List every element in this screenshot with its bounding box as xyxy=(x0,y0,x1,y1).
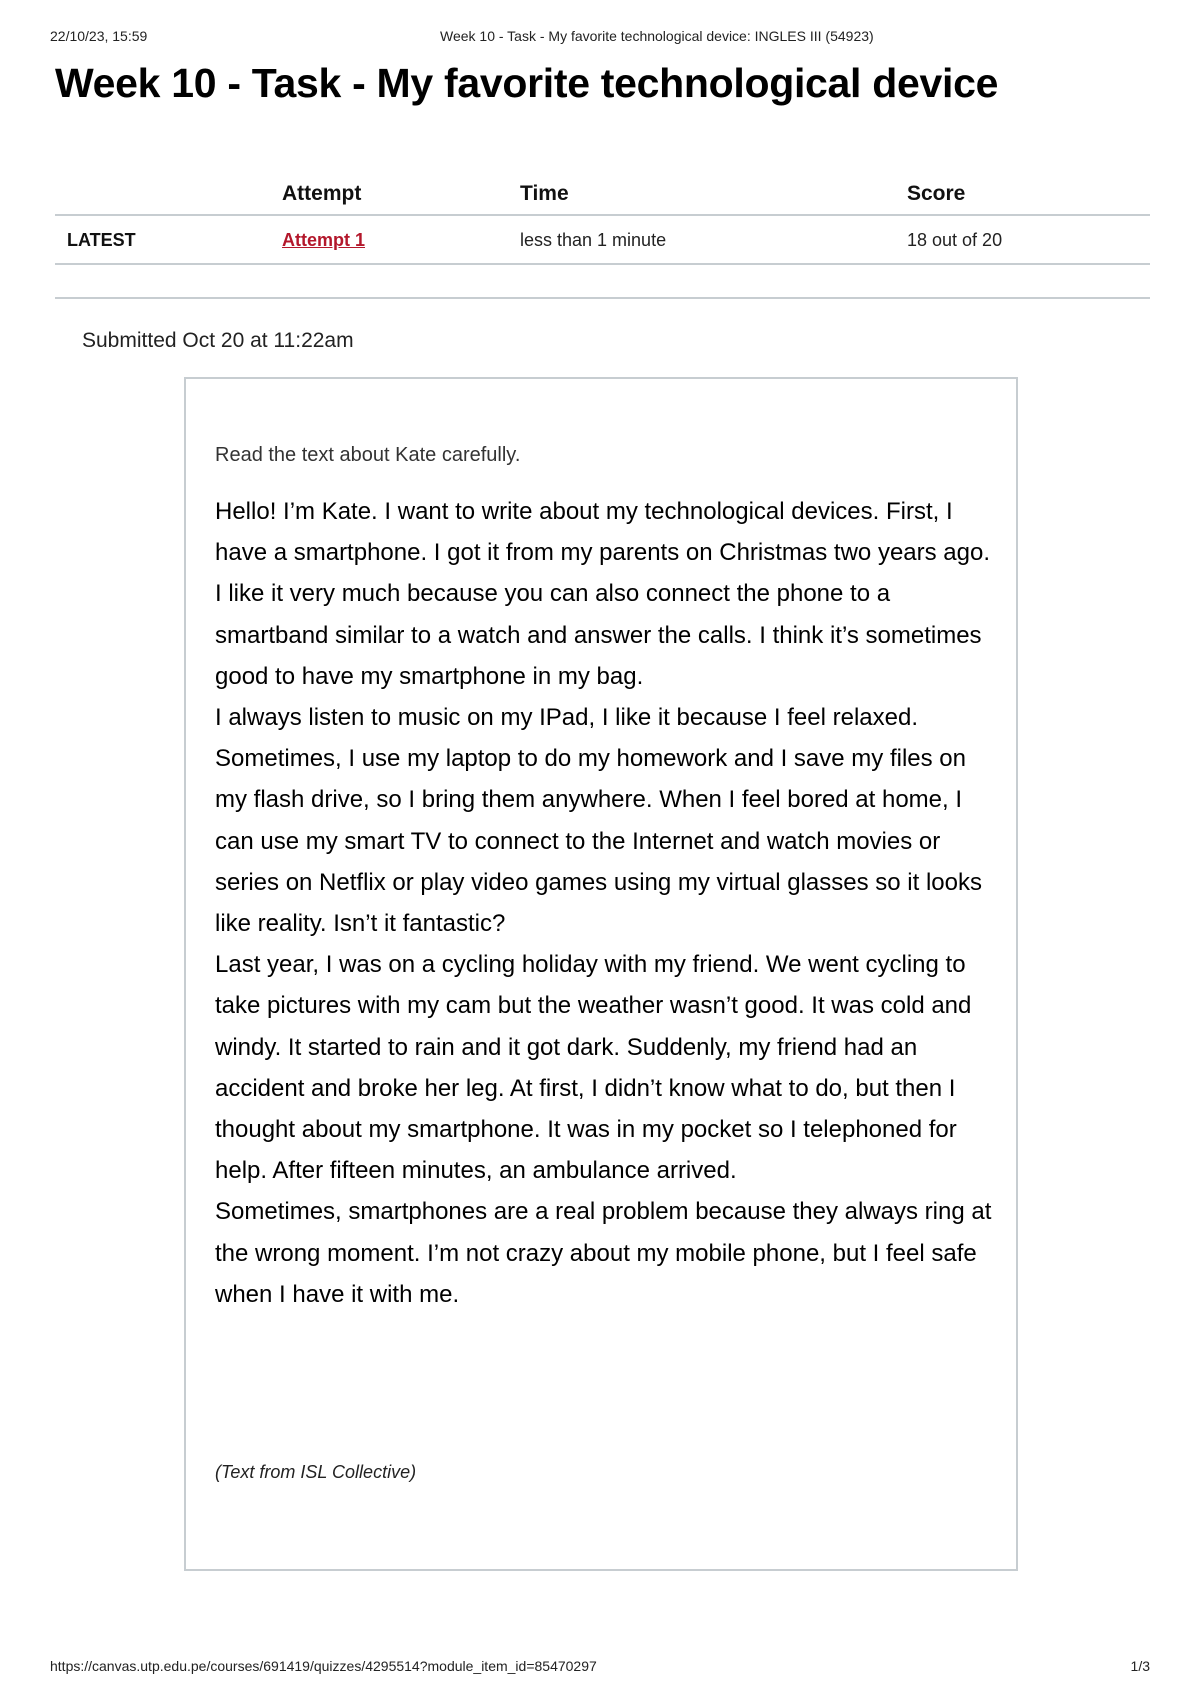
attempts-table xyxy=(55,172,1150,265)
print-page-number: 1/3 xyxy=(1130,1658,1150,1674)
passage-source: (Text from ISL Collective) xyxy=(215,1462,417,1482)
print-url: https://canvas.utp.edu.pe/courses/691419/quizzes/4295514?module_item_id=85470297 xyxy=(50,1658,597,1674)
print-document-title: Week 10 - Task - My favorite technological device: INGLES III (54923) xyxy=(440,28,874,44)
print-datetime: 22/10/23, 15:59 xyxy=(50,28,148,44)
passage-paragraph: Sometimes, smartphones are a real problem because they always ring at the wrong moment. I’m not crazy about my mobile phone, but I feel safe when I have it with me. xyxy=(215,1198,992,1308)
attempt-1-link[interactable]: Attempt 1 xyxy=(282,230,366,250)
passage-paragraph: I always listen to music on my IPad, I like it because I feel relaxed. Sometimes, I use my laptop to do my homework and I save my files on my flash drive, so I bring them anywhere. When I feel bored at home, I can use my smart TV to connect to the Internet and watch movies or series on Netflix or play video games using my virtual glasses so it looks like reality. Isn’t it fantastic? xyxy=(215,704,982,938)
passage-paragraph: Last year, I was on a cycling holiday with my friend. We went cycling to take pictures with my cam but the weather wasn’t good. It was cold and windy. It started to rain and it got dark. Suddenly, my friend had an accident and broke her leg. At first, I didn’t know what to do, but then I thought about my smartphone. It was in my pocket so I telephoned for help. After fifteen minutes, an ambulance arrived. xyxy=(215,951,972,1185)
print-header xyxy=(50,28,1150,48)
header-label-cell xyxy=(55,172,282,215)
divider xyxy=(55,297,1150,299)
page-title: Week 10 - Task - My favorite technological device xyxy=(55,60,999,106)
attempt-cell xyxy=(282,215,520,264)
header-attempt: Attempt xyxy=(282,172,520,215)
print-footer xyxy=(50,1658,1150,1678)
question-instruction: Read the text about Kate carefully. xyxy=(215,444,521,466)
header-score: Score xyxy=(907,172,1150,215)
submitted-timestamp: Submitted Oct 20 at 11:22am xyxy=(82,329,354,352)
question-box xyxy=(184,377,1018,1571)
latest-label-cell xyxy=(55,215,282,264)
reading-passage xyxy=(215,491,995,1315)
table-row xyxy=(55,215,1150,264)
header-time: Time xyxy=(520,172,907,215)
passage-paragraph: Hello! I’m Kate. I want to write about my technological devices. First, I have a smartphone. I got it from my parents on Christmas two years ago. I like it very much because you can also connect the phone to a smartband similar to a watch and answer the calls. I think it’s sometimes good to have my smartphone in my bag. xyxy=(215,498,991,690)
time-value: less than 1 minute xyxy=(520,215,907,264)
latest-label: LATEST xyxy=(67,230,136,250)
score-value: 18 out of 20 xyxy=(907,215,1150,264)
attempts-header-row xyxy=(55,172,1150,215)
